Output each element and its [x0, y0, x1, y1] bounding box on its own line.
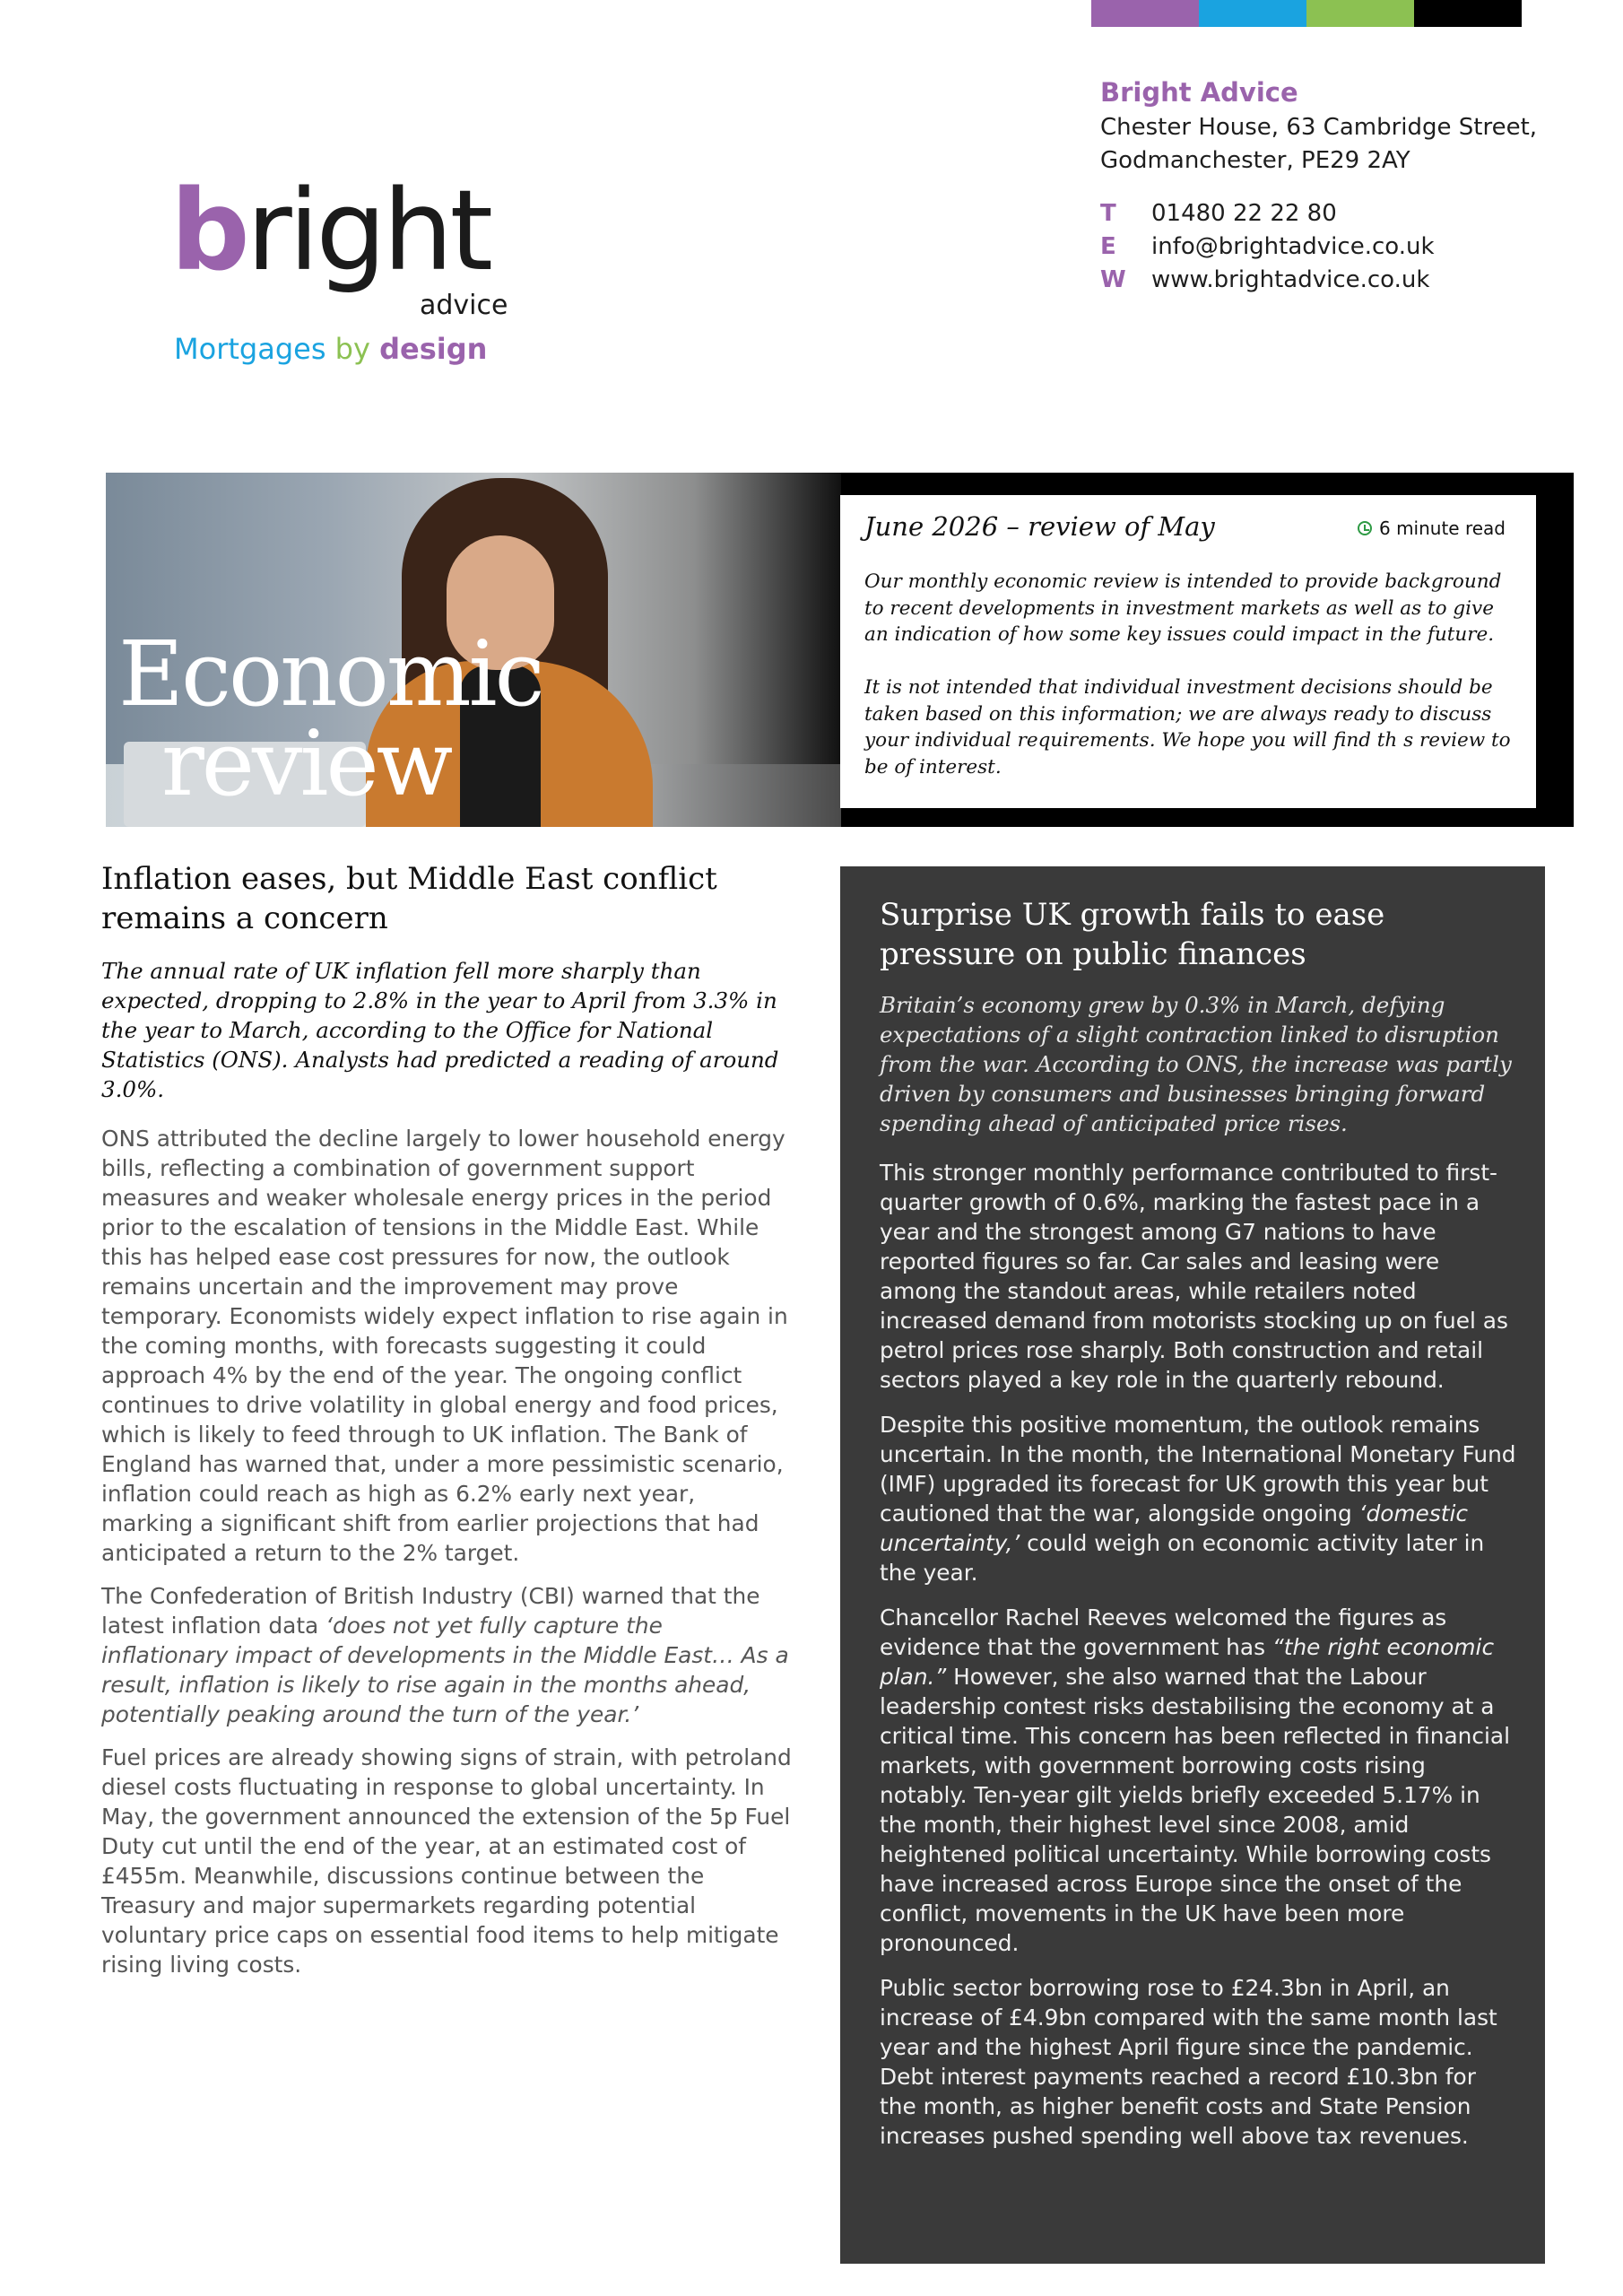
website-link[interactable]: www.brightadvice.co.uk — [1151, 266, 1430, 293]
reeves-quote: “the right economic plan.” — [880, 1634, 1495, 1690]
phone-key: T — [1100, 200, 1116, 227]
hero-photo — [106, 473, 841, 827]
tagline-by: by — [334, 332, 370, 366]
inflation-article — [101, 859, 794, 1993]
color-bar-green — [1306, 0, 1414, 27]
growth-paragraph-4: Public sector borrowing rose to £24.3bn in April, an increase of £4.9bn compared with the same month last year and the highest April figure since the pandemic. Debt interest payments reached a record £10.3bn for the month, as higher benefit costs and State Pension increases pushed spending well above tax revenues. — [880, 1975, 1497, 2149]
logo-wordmark — [170, 167, 490, 296]
color-bar-blue — [1199, 0, 1306, 27]
bright-advice-logo — [170, 167, 508, 377]
growth-heading: Surprise UK growth fails to ease pressure on public finances — [880, 897, 1385, 972]
contact-block — [1100, 77, 1537, 297]
logo-tagline — [174, 332, 487, 366]
growth-article-panel — [840, 866, 1545, 2264]
tagline-mortgages: Mortgages — [174, 332, 326, 366]
email-row — [1100, 230, 1537, 264]
clock-icon — [1358, 521, 1372, 535]
company-name: Bright Advice — [1100, 77, 1298, 108]
logo-word-right: right — [246, 167, 490, 296]
read-time-label: 6 minute read — [1378, 517, 1506, 539]
address-line-2: Godmanchester, PE29 2AY — [1100, 147, 1410, 174]
brand-color-bar — [1091, 0, 1522, 27]
email-key: E — [1100, 233, 1116, 260]
inflation-lead: The annual rate of UK inflation fell more sharply than expected, dropping to 2.8% in the year to April from 3.3% in the year to March, according to the Office for National Statistics (ONS). Analysts had predicted a reading of around 3.0%. — [101, 958, 779, 1102]
intro-paragraph-2: It is not intended that individual investment decisions should be taken based on this information; we are always ready to discuss your individual requirements. We hope you will find th s review to be of interest. — [864, 676, 1511, 778]
phone-number[interactable]: 01480 22 22 80 — [1151, 200, 1337, 227]
inflation-paragraph-1: ONS attributed the decline largely to lower household energy bills, reflecting a combination of government support measures and weaker wholesale energy prices in the period prior to the escalation of tensions in the Middle East. While this has helped ease cost pressures for now, the outlook remains uncertain and the improvement may prove temporary. Economists widely expect inflation to rise again in the coming months, with forecasts suggesting it could approach 4% by the end of the year. The ongoing conflict continues to drive volatility in global energy and food prices, which is likely to feed through to UK inflation. The Bank of England has warned that, under a more pessimistic scenario, inflation could reach as high as 6.2% early next year, marking a significant shift from earlier projections that had anticipated a return to the 2% target. — [101, 1126, 788, 1566]
intro-paragraph-1: Our monthly economic review is intended to provide background to recent developments in investment markets as well as to give an indication of how some key issues could impact in the future. — [864, 570, 1502, 646]
imf-quote: ‘domestic uncertainty,’ — [880, 1500, 1468, 1556]
logo-advice: advice — [420, 290, 508, 321]
phone-row — [1100, 197, 1537, 230]
inflation-paragraph-3: Fuel prices are already showing signs of strain, with petroland diesel costs fluctuating in response to global uncertainty. In May, the government announced the extension of the 5p Fuel Duty cut until the end of the year, at an estimated cost of £455m. Meanwhile, discussions continue between the Treasury and major supermarkets regarding potential voluntary price caps on essential food items to help mitigate rising living costs. — [101, 1744, 792, 1978]
email-link[interactable]: info@brightadvice.co.uk — [1151, 233, 1435, 260]
read-time — [1358, 517, 1506, 539]
hero-title — [118, 622, 542, 816]
color-bar-purple — [1091, 0, 1199, 27]
growth-paragraph-1: This stronger monthly performance contributed to first-quarter growth of 0.6%, marking the fastest pace in a year and the strongest among G7 nations to have reported figures so far. Car sales and leasing were among the standout areas, while retailers noted increased demand from motorists stocking up on fuel as petrol prices rose sharply. Both construction and retail sectors played a key role in the quarterly rebound. — [880, 1160, 1508, 1393]
issue-date: June 2026 – review of May — [864, 511, 1215, 542]
hero-title-line-1: Economic — [118, 622, 542, 726]
web-key: W — [1100, 266, 1126, 293]
hero-title-line-2: review — [161, 711, 451, 816]
inflation-heading: Inflation eases, but Middle East conflict remains a concern — [101, 861, 717, 936]
growth-lead: Britain’s economy grew by 0.3% in March, defying expectations of a slight contraction linked to disruption from the war. According to ONS, the increase was partly driven by consumers and businesses bringing forward spending ahead of anticipated price rises. — [880, 992, 1512, 1136]
intro-box — [840, 495, 1536, 808]
tagline-design: design — [379, 332, 488, 366]
address-line-1: Chester House, 63 Cambridge Street, — [1100, 114, 1538, 141]
growth-paragraph-2: Despite this positive momentum, the outlook remains uncertain. In the month, the International Monetary Fund (IMF) upgraded its forecast for UK growth this year but cautioned that the war, alongside ongoing ‘domestic uncertainty,’ could weigh on economic activity later in the year. — [880, 1412, 1516, 1586]
growth-paragraph-3: Chancellor Rachel Reeves welcomed the figures as evidence that the government has “the right economic plan.” However, she also warned that the Labour leadership contest risks destabilising the economy at a critical time. This concern has been reflected in financial markets, with government borrowing costs rising notably. Ten-year gilt yields briefly exceeded 5.17% in the month, their highest level since 2008, amid heightened political uncertainty. While borrowing costs have increased across Europe since the onset of the conflict, movements in the UK have been more pronounced. — [880, 1605, 1510, 1956]
web-row — [1100, 264, 1537, 297]
inflation-paragraph-2: The Confederation of British Industry (CBI) warned that the latest inflation data ‘does not yet fully capture the inflationary impact of developments in the Middle East… As a result, inflation is likely to rise again in the months ahead, potentially peaking around the turn of the year.’ — [101, 1583, 789, 1727]
color-bar-black — [1414, 0, 1522, 27]
cbi-quote: ‘does not yet fully capture the inflationary impact of developments in the Middle East… As a result, inflation is likely to rise again in the months ahead, potentially peaking around the turn of the year.’ — [101, 1613, 789, 1727]
logo-b-mark: b — [170, 167, 247, 296]
